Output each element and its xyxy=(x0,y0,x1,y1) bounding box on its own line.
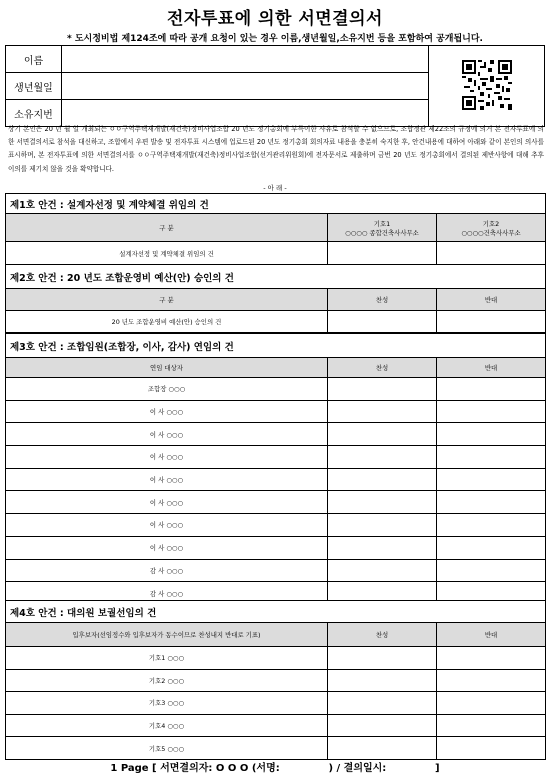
agenda4-against-cell[interactable] xyxy=(437,669,546,692)
agenda3-for-cell[interactable] xyxy=(328,491,437,514)
agenda1-option1-name: ○○○○ 종합건축사사무소 xyxy=(345,228,419,237)
agenda3-against-cell[interactable] xyxy=(437,378,546,401)
agenda3-for-cell[interactable] xyxy=(328,514,437,537)
agenda3-candidate: 이 사 ○○○ xyxy=(6,400,328,423)
agenda1-col-option2 xyxy=(437,214,546,242)
agenda3-candidate: 이 사 ○○○ xyxy=(6,446,328,469)
agenda4-candidate: 기호1 ○○○ xyxy=(6,647,328,670)
intro-paragraph: 상기 본인은 20 년 월 일 개최되는 ㅇㅇ구역주택재개발(재건축)정비사업조합 20 년도 정기총회에 부득이한 사유로 참석할 수 없으므로, 조합정관 제22조의 규정에 의거 본 전자투표에 의한 서면결의서로 참석을 대신하고, 조합에서 우편 발송 및 전자투표 시스템에 업로드된 20 년도 정기총회 회의자료 내용을 충분히 숙지한 후, 안건내용에 대하여 아래와 같이 본인의 의사를 표시하며, 본 전자투표에 의한 서면결의서를 ㅇㅇ구역주택재개발(재건축)정비사업조합(선거관리위원회)에 전자문서로 제출하며 금번 20 년도 정기총회에서 결의된 제반사항에 대해 추후 이의를 제기치 않을 것을 확약합니다. xyxy=(8,125,544,173)
agenda4-candidate: 기호2 ○○○ xyxy=(6,669,328,692)
agenda3-for-cell[interactable] xyxy=(328,400,437,423)
document-title: 전자투표에 의한 서면결의서 xyxy=(167,9,383,29)
agenda3-against-cell[interactable] xyxy=(437,514,546,537)
agenda1-option1-number: 기호1 xyxy=(373,219,391,228)
agenda4-against-cell[interactable] xyxy=(437,647,546,670)
agenda2-col-against: 반대 xyxy=(437,289,546,311)
agenda2-for-cell[interactable] xyxy=(328,311,437,333)
agenda2-col-category: 구 분 xyxy=(6,289,328,311)
agenda1-col-option1 xyxy=(328,214,437,242)
agenda3-candidate: 이 사 ○○○ xyxy=(6,491,328,514)
agenda3-against-cell[interactable] xyxy=(437,446,546,469)
agenda3-for-cell[interactable] xyxy=(328,536,437,559)
agenda3-against-cell[interactable] xyxy=(437,559,546,582)
page-footer: 1 Page [ 서면결의자: O O O (서명: ) / 결의일시: ] xyxy=(110,763,440,774)
qr-code-icon xyxy=(462,60,512,110)
agenda2-against-cell[interactable] xyxy=(437,311,546,333)
agenda3-against-cell[interactable] xyxy=(437,491,546,514)
qr-code-cell xyxy=(429,46,545,127)
agenda3-against-cell[interactable] xyxy=(437,468,546,491)
agenda3-candidate: 이 사 ○○○ xyxy=(6,468,328,491)
agenda1-table xyxy=(5,193,546,265)
agenda1-option2-name: ○○○○건축사사무소 xyxy=(461,228,521,237)
agenda3-candidate: 조합장 ○○○ xyxy=(6,378,328,401)
birth-label: 생년월일 xyxy=(6,73,62,100)
agenda4-for-cell[interactable] xyxy=(328,669,437,692)
section-divider-label: - 아 래 - xyxy=(263,184,287,192)
agenda3-candidate: 이 사 ○○○ xyxy=(6,423,328,446)
agenda3-table xyxy=(5,333,546,605)
agenda4-for-cell[interactable] xyxy=(328,714,437,737)
agenda4-table xyxy=(5,600,546,760)
disclosure-notice: * 도시정비법 제124조에 따라 공개 요청이 있는 경우 이름,생년월일,소유지번 등을 포함하여 공개됩니다. xyxy=(67,34,483,44)
agenda3-heading: 제3호 안건 : 조합임원(조합장, 이사, 감사) 연임의 건 xyxy=(6,334,546,358)
agenda4-against-cell[interactable] xyxy=(437,737,546,760)
agenda4-for-cell[interactable] xyxy=(328,647,437,670)
name-label: 이름 xyxy=(6,46,62,73)
agenda3-for-cell[interactable] xyxy=(328,559,437,582)
agenda4-for-cell[interactable] xyxy=(328,692,437,715)
agenda3-candidate: 이 사 ○○○ xyxy=(6,536,328,559)
agenda4-candidate: 기호3 ○○○ xyxy=(6,692,328,715)
agenda4-col-candidate: 입후보자(선임정수와 입후보자가 동수이므로 찬성내지 반대로 기표) xyxy=(6,623,328,647)
agenda3-col-candidate: 연임 대상자 xyxy=(6,358,328,378)
agenda3-col-against: 반대 xyxy=(437,358,546,378)
agenda4-candidate: 기호4 ○○○ xyxy=(6,714,328,737)
agenda2-row-label: 20 년도 조합운영비 예산(안) 승인의 건 xyxy=(6,311,328,333)
agenda4-against-cell[interactable] xyxy=(437,714,546,737)
agenda4-candidate: 기호5 ○○○ xyxy=(6,737,328,760)
agenda4-heading: 제4호 안건 : 대의원 보궐선임의 건 xyxy=(6,601,546,623)
agenda3-col-for: 찬성 xyxy=(328,358,437,378)
agenda3-for-cell[interactable] xyxy=(328,446,437,469)
agenda2-heading: 제2호 안건 : 20 년도 조합운영비 예산(안) 승인의 건 xyxy=(6,265,546,289)
agenda4-against-cell[interactable] xyxy=(437,692,546,715)
voter-info-table xyxy=(5,45,545,127)
agenda1-row-label: 설계자선정 및 계약체결 위임의 건 xyxy=(6,242,328,265)
agenda3-against-cell[interactable] xyxy=(437,536,546,559)
agenda1-option2-cell[interactable] xyxy=(437,242,546,265)
name-field[interactable] xyxy=(62,46,429,73)
agenda1-col-category: 구 분 xyxy=(6,214,328,242)
agenda3-candidate: 이 사 ○○○ xyxy=(6,514,328,537)
agenda3-against-cell[interactable] xyxy=(437,400,546,423)
agenda1-heading: 제1호 안건 : 설계자선정 및 계약체결 위임의 건 xyxy=(6,194,546,214)
birth-field[interactable] xyxy=(62,73,429,100)
agenda3-candidate: 감 사 ○○○ xyxy=(6,582,328,605)
agenda1-option1-cell[interactable] xyxy=(328,242,437,265)
agenda1-option2-number: 기호2 xyxy=(482,219,500,228)
agenda4-col-against: 반대 xyxy=(437,623,546,647)
agenda2-table xyxy=(5,264,546,333)
lot-label: 소유지번 xyxy=(6,100,62,127)
agenda3-for-cell[interactable] xyxy=(328,423,437,446)
agenda3-candidate: 감 사 ○○○ xyxy=(6,559,328,582)
agenda3-against-cell[interactable] xyxy=(437,423,546,446)
agenda4-for-cell[interactable] xyxy=(328,737,437,760)
agenda4-col-for: 찬성 xyxy=(328,623,437,647)
agenda3-for-cell[interactable] xyxy=(328,378,437,401)
agenda3-for-cell[interactable] xyxy=(328,468,437,491)
agenda2-col-for: 찬성 xyxy=(328,289,437,311)
